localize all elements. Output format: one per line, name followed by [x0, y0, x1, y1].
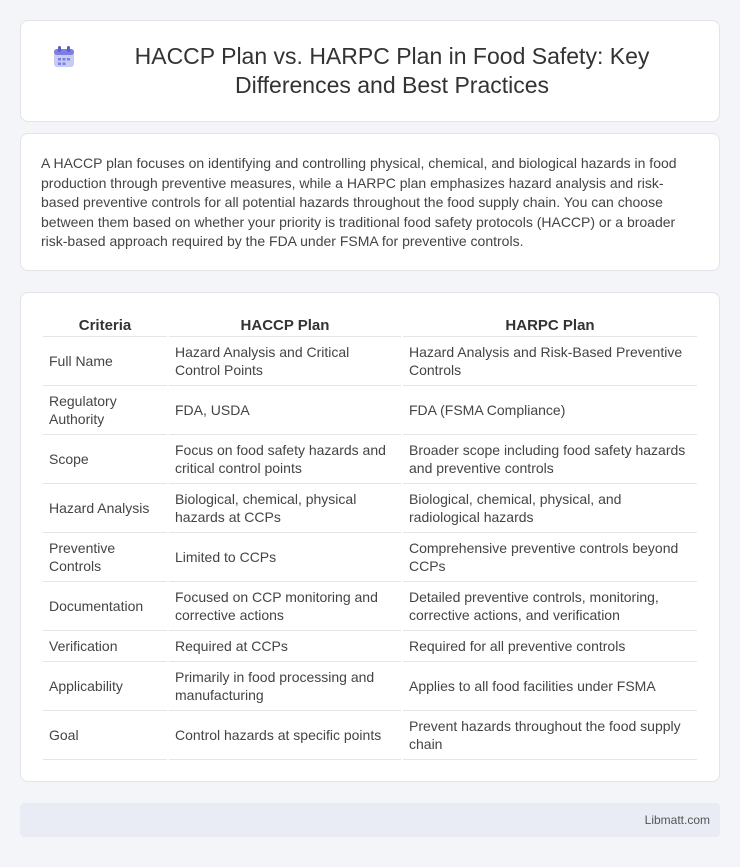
calendar-icon: [51, 44, 77, 70]
criteria-cell: Goal: [43, 711, 167, 760]
criteria-cell: Regulatory Authority: [43, 386, 167, 435]
haccp-cell: Required at CCPs: [169, 631, 401, 662]
header-haccp: HACCP Plan: [169, 313, 401, 337]
table-row: [43, 711, 697, 760]
table-row: [43, 662, 697, 711]
table-header-row: [43, 313, 697, 337]
header-criteria: Criteria: [43, 313, 167, 337]
footer-site-link[interactable]: Libmatt.com: [644, 813, 710, 827]
haccp-cell: Hazard Analysis and Critical Control Points: [169, 337, 401, 386]
haccp-cell: Limited to CCPs: [169, 533, 401, 582]
table-row: [43, 582, 697, 631]
footer: [20, 803, 720, 837]
table-row: [43, 484, 697, 533]
criteria-cell: Documentation: [43, 582, 167, 631]
header-harpc: HARPC Plan: [403, 313, 697, 337]
haccp-cell: Biological, chemical, physical hazards at CCPs: [169, 484, 401, 533]
harpc-cell: Applies to all food facilities under FSMA: [403, 662, 697, 711]
criteria-cell: Scope: [43, 435, 167, 484]
table-row: [43, 386, 697, 435]
harpc-cell: Comprehensive preventive controls beyond CCPs: [403, 533, 697, 582]
table-row: [43, 337, 697, 386]
harpc-cell: Detailed preventive controls, monitoring, corrective actions, and verification: [403, 582, 697, 631]
criteria-cell: Hazard Analysis: [43, 484, 167, 533]
criteria-cell: Full Name: [43, 337, 167, 386]
haccp-cell: Primarily in food processing and manufacturing: [169, 662, 401, 711]
harpc-cell: FDA (FSMA Compliance): [403, 386, 697, 435]
harpc-cell: Prevent hazards throughout the food supply chain: [403, 711, 697, 760]
comparison-card: [20, 292, 720, 782]
criteria-cell: Applicability: [43, 662, 167, 711]
intro-paragraph: A HACCP plan focuses on identifying and controlling physical, chemical, and biological hazards in food production through preventive measures, while a HARPC plan emphasizes hazard analysis and risk-based preventive controls for all potential hazards throughout the food supply chain. You can choose between them based on whether your priority is traditional food safety protocols (HACCP) or a broader risk-based approach required by the FDA under FSMA for preventive controls.: [41, 155, 677, 250]
harpc-cell: Biological, chemical, physical, and radiological hazards: [403, 484, 697, 533]
title-card: [20, 20, 720, 122]
haccp-cell: Focus on food safety hazards and critical control points: [169, 435, 401, 484]
haccp-cell: FDA, USDA: [169, 386, 401, 435]
page-title: HACCP Plan vs. HARPC Plan in Food Safety: Key Differences and Best Practices: [134, 43, 650, 98]
harpc-cell: Broader scope including food safety hazards and preventive controls: [403, 435, 697, 484]
harpc-cell: Required for all preventive controls: [403, 631, 697, 662]
haccp-cell: Control hazards at specific points: [169, 711, 401, 760]
harpc-cell: Hazard Analysis and Risk-Based Preventive Controls: [403, 337, 697, 386]
table-row: [43, 533, 697, 582]
criteria-cell: Verification: [43, 631, 167, 662]
table-row: [43, 631, 697, 662]
haccp-cell: Focused on CCP monitoring and corrective actions: [169, 582, 401, 631]
table-row: [43, 435, 697, 484]
criteria-cell: Preventive Controls: [43, 533, 167, 582]
comparison-table: [41, 313, 699, 760]
intro-card: [20, 133, 720, 271]
